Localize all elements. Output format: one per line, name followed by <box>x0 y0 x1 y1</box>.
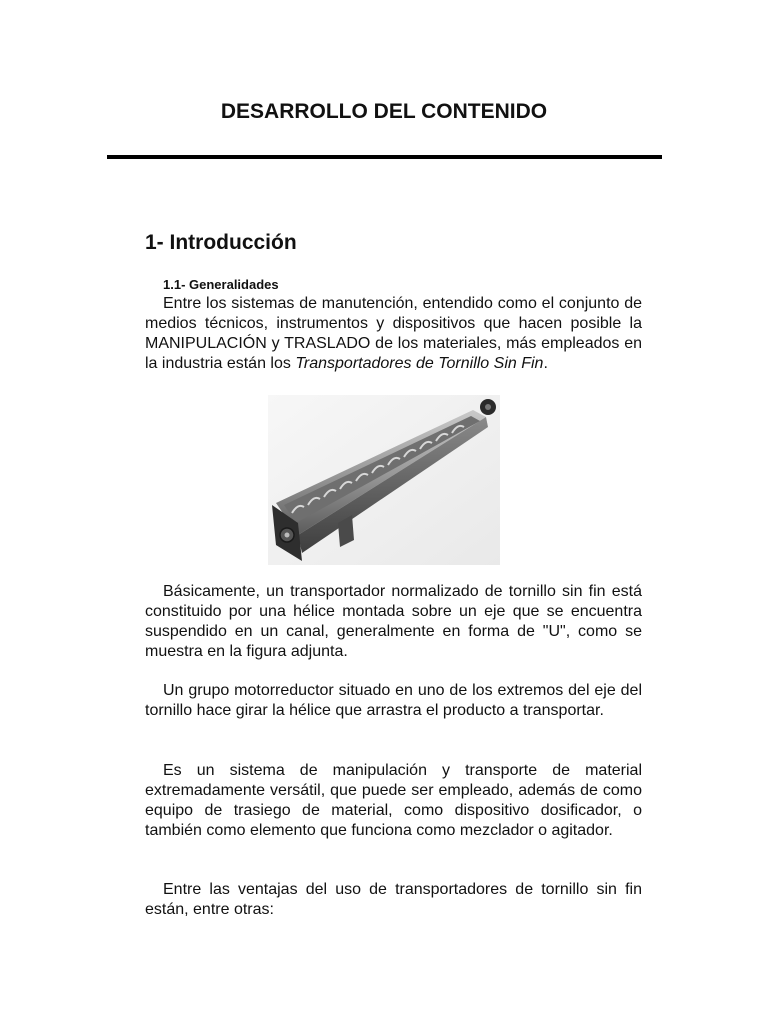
paragraph-intro-italic: Transportadores de Tornillo Sin Fin <box>295 355 544 372</box>
paragraph-intro <box>145 294 642 374</box>
paragraph-intro-end: . <box>543 355 548 372</box>
paragraph-intro-text: Entre los sistemas de manutención, entendido como el conjunto de medios técnicos, instrumentos y dispositivos que hacen posible la MANIPULACIÓN y TRASLADO de los materiales, más empleados en la industria están los <box>145 295 642 372</box>
paragraph-advantages-text: Entre las ventajas del uso de transportadores de tornillo sin fin están, entre otras: <box>145 881 642 918</box>
screw-conveyor-figure <box>268 395 500 565</box>
paragraph-motor-text: Un grupo motorreductor situado en uno de los extremos del eje del tornillo hace girar la hélice que arrastra el producto a transportar. <box>145 682 642 719</box>
section-heading: 1- Introducción <box>145 231 297 254</box>
paragraph-description <box>145 582 642 662</box>
paragraph-versatility <box>145 761 642 841</box>
subsection-heading: 1.1- Generalidades <box>163 277 279 292</box>
paragraph-advantages <box>145 880 642 920</box>
paragraph-motor <box>145 681 642 721</box>
document-title: DESARROLLO DEL CONTENIDO <box>220 100 548 123</box>
paragraph-description-text: Básicamente, un transportador normalizado de tornillo sin fin está constituido por una hélice montada sobre un eje que se encuentra suspendido en un canal, generalmente en forma de "U", como se muestra en la figura adjunta. <box>145 583 642 660</box>
paragraph-versatility-text: Es un sistema de manipulación y transporte de material extremadamente versátil, que puede ser empleado, además de como equipo de trasiego de material, como dispositivo dosificador, o también como elemento que funciona como mezclador o agitador. <box>145 762 642 839</box>
title-divider <box>107 155 662 159</box>
